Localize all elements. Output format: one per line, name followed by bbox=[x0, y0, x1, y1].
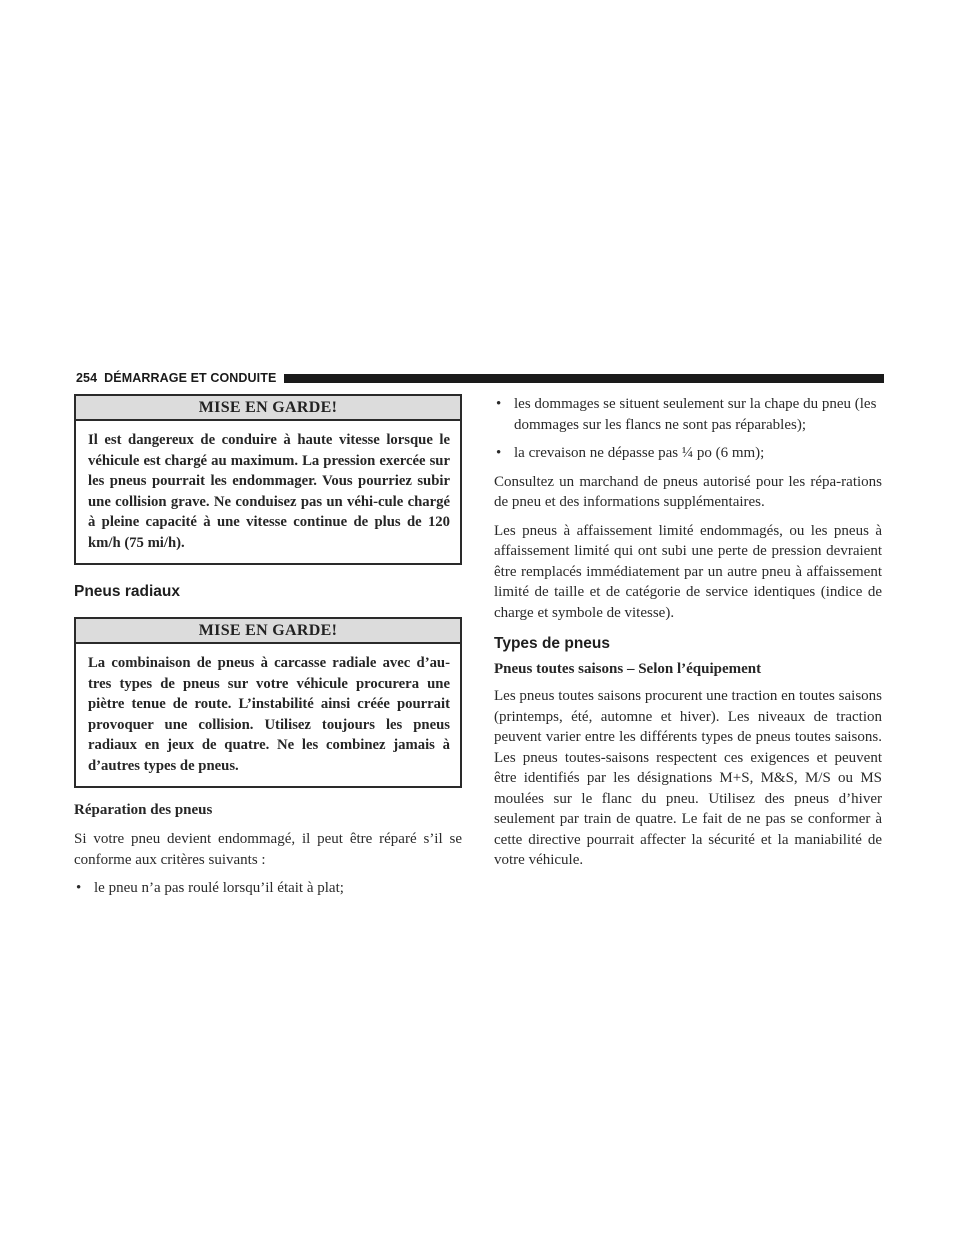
warning-title: MISE EN GARDE! bbox=[76, 619, 460, 644]
bullet-text: les dommages se situent seulement sur la chape du pneu (les dommages sur les flancs ne sont pas réparables); bbox=[514, 396, 877, 433]
heading-radial-tires: Pneus radiaux bbox=[74, 583, 180, 600]
repair-intro-paragraph: Si votre pneu devient endommagé, il peut être réparé s’il se conforme aux critères suivants : bbox=[74, 831, 462, 868]
right-column bbox=[494, 394, 882, 871]
all-season-paragraph: Les pneus toutes saisons procurent une traction en toutes saisons (printemps, été, automne et hiver). Les niveaux de traction peuvent varier entre les différents types de pneus toutes saisons. Les pneus toutes-saisons respectent ces exigences et peuvent être identifiés par les désignations M+S, M&S, M/S ou MS moulées sur le flanc du pneu. Utilisez des pneus d’hiver seulement par train de quatre. Le fait de ne pas se conformer à cette directive pourrait affecter la sécurité et la maniabilité de votre véhicule. bbox=[494, 688, 882, 868]
header-rule bbox=[284, 374, 884, 383]
list-item bbox=[494, 443, 882, 464]
bullet-marker: • bbox=[496, 445, 502, 461]
subheading-all-season: Pneus toutes saisons – Selon l’équipement bbox=[494, 661, 762, 677]
dealer-paragraph: Consultez un marchand de pneus autorisé pour les répa-rations de pneu et des informations supplémentaires. bbox=[494, 473, 882, 510]
section-title: DÉMARRAGE ET CONDUITE bbox=[104, 371, 277, 385]
list-item bbox=[494, 394, 882, 435]
heading-tire-types: Types de pneus bbox=[494, 635, 610, 652]
list-item bbox=[74, 878, 462, 899]
runflat-paragraph: Les pneus à affaissement limité endommagés, ou les pneus à affaissement limité qui ont subi une perte de pression devraient être remplacés immédiatement par un autre pneu à affaissement limité de taille et de catégorie de service identiques (indice de charge et symbole de vitesse). bbox=[494, 522, 882, 621]
page-header bbox=[76, 370, 884, 386]
bullet-text: la crevaison ne dépasse pas ¼ po (6 mm); bbox=[514, 445, 765, 461]
page-number: 254 bbox=[76, 371, 98, 385]
bullet-text: le pneu n’a pas roulé lorsqu’il était à plat; bbox=[94, 880, 344, 896]
warning-box-speed bbox=[74, 394, 462, 565]
warning-text: La combinaison de pneus à carcasse radiale avec d’au-tres types de pneus sur votre véhicule procurera une piètre tenue de route. L’instabilité ainsi créée pourrait provoquer une collision. Utilisez toujours les pneus radiaux en jeux de quatre. Ne les combinez jamais à d’autres types de pneus. bbox=[88, 655, 450, 774]
left-column bbox=[74, 394, 462, 899]
warning-text: Il est dangereux de conduire à haute vitesse lorsque le véhicule est chargé au maximum. La pression exercée sur les pneus pourrait les endommager. Vous pourriez subir une collision grave. Ne conduisez pas un véhi-cule chargé à pleine capacité à une vitesse continue de plus de 120 km/h (75 mi/h). bbox=[88, 432, 450, 551]
warning-box-radial bbox=[74, 617, 462, 788]
bullet-marker: • bbox=[76, 880, 82, 896]
warning-title: MISE EN GARDE! bbox=[76, 396, 460, 421]
heading-tire-repair: Réparation des pneus bbox=[74, 802, 213, 818]
bullet-marker: • bbox=[496, 396, 502, 412]
